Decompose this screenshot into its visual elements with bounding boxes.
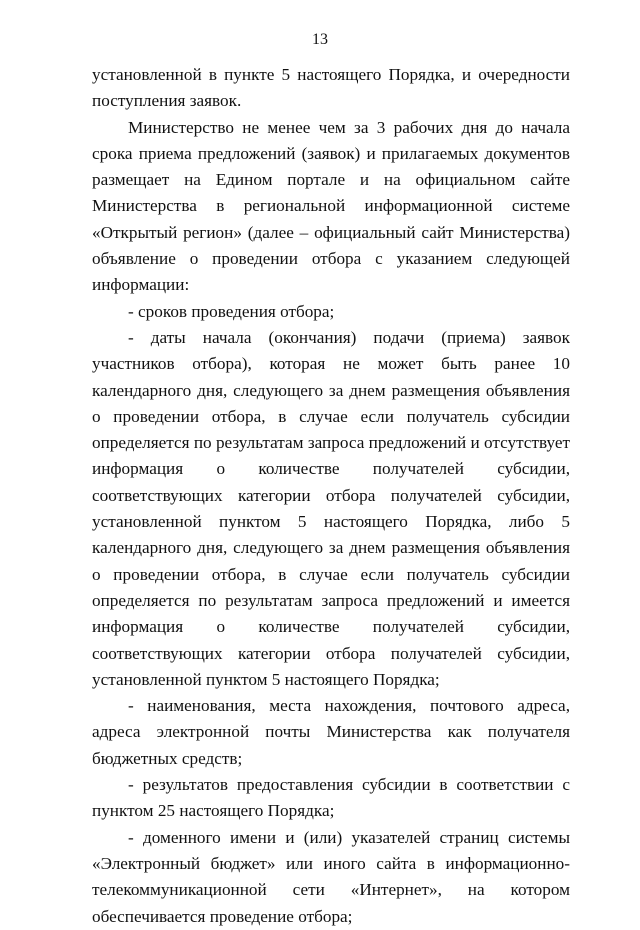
list-item-domain-name: - доменного имени и (или) указателей страниц системы «Электронный бюджет» или иного сайта в информационно-телекоммуникационной сети «Интернет», на котором обеспечивается проведение отбора; bbox=[92, 827, 570, 926]
list-item-selection-terms: - сроков проведения отбора; bbox=[128, 301, 335, 321]
page-number: 13 bbox=[312, 31, 328, 48]
paragraph-continuation: установленной в пункте 5 настоящего Порядка, и очередности поступления заявок. bbox=[92, 65, 570, 111]
paragraph-announcement-intro: Министерство не менее чем за 3 рабочих дня до начала срока приема предложений (заявок) и прилагаемых документов размещает на Едином портале и на официальном сайте Министерства в региональной информационной системе «Открытый регион» (далее – официальный сайт Министерства) объявление о проведении отбора с указанием следующей информации: bbox=[92, 117, 570, 295]
list-item-subsidy-results: - результатов предоставления субсидии в соответствии с пунктом 25 настоящего Порядка; bbox=[92, 775, 570, 821]
list-item-ministry-contacts: - наименования, места нахождения, почтового адреса, адреса электронной почты Министерства как получателя бюджетных средств; bbox=[92, 696, 570, 768]
list-item-application-dates: - даты начала (окончания) подачи (приема) заявок участников отбора), которая не может быть ранее 10 календарного дня, следующего за днем размещения объявления о проведении отбора, в случае если получатель субсидии определяется по результатам запроса предложений и отсутствует информация о количестве получателей субсидии, соответствующих категории отбора получателей субсидии, установленной пунктом 5 настоящего Порядка, либо 5 календарного дня, следующего за днем размещения объявления о проведении отбора, в случае если получатель субсидии определяется по результатам запроса предложений и имеется информация о количестве получателей субсидии, соответствующих категории отбора получателей субсидии, установленной пунктом 5 настоящего Порядка; bbox=[92, 327, 570, 689]
document-body bbox=[92, 62, 570, 930]
